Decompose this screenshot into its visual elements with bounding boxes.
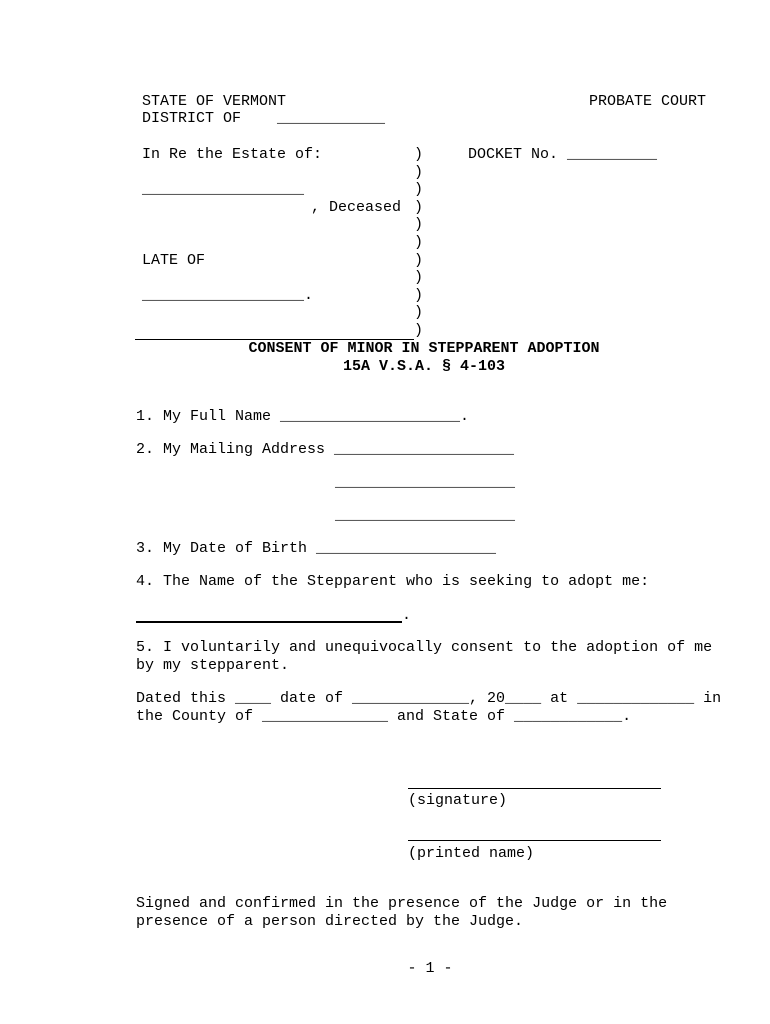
paren: ) — [414, 304, 424, 322]
stepparent-period: . — [402, 607, 412, 624]
paren: ) — [414, 163, 424, 181]
dated-line-2[interactable]: the County of ______________ and State of ____________. — [136, 708, 632, 725]
signature-line[interactable] — [408, 788, 661, 789]
paren: ) — [414, 146, 424, 163]
printed-name-label: (printed name) — [408, 845, 535, 862]
mailing-address-line-2[interactable]: ____________________ — [335, 474, 516, 491]
dated-line-1[interactable]: Dated this ____ date of _____________, 20____ at _____________ in — [136, 690, 722, 707]
docket-field[interactable]: DOCKET No. __________ — [468, 146, 658, 163]
mailing-address-line-3[interactable]: ____________________ — [335, 507, 516, 524]
confirmation-line-1: Signed and confirmed in the presence of the Judge or in the — [136, 895, 668, 912]
deceased-label: , Deceased — [311, 199, 402, 216]
court-label: PROBATE COURT — [589, 93, 707, 110]
paren: ) — [414, 251, 424, 269]
district-field[interactable]: DISTRICT OF ____________ — [142, 110, 386, 127]
full-name-field[interactable]: 1. My Full Name ____________________. — [136, 408, 470, 425]
printed-name-line[interactable] — [408, 840, 661, 841]
date-of-birth-field[interactable]: 3. My Date of Birth ____________________ — [136, 540, 497, 557]
paren: ) — [414, 234, 424, 251]
consent-statement-line-1: 5. I voluntarily and unequivocally consent to the adoption of me — [136, 639, 713, 656]
late-of-field[interactable]: __________________. — [142, 287, 314, 304]
decedent-name-field[interactable]: __________________ — [142, 181, 305, 198]
paren: ) — [414, 286, 424, 304]
confirmation-line-2: presence of a person directed by the Judge. — [136, 913, 524, 930]
document-title: CONSENT OF MINOR IN STEPPARENT ADOPTION — [248, 340, 600, 357]
signature-label: (signature) — [408, 792, 508, 809]
paren: ) — [414, 198, 424, 216]
paren: ) — [414, 322, 424, 339]
statute-citation: 15A V.S.A. § 4-103 — [342, 358, 506, 375]
stepparent-name-field[interactable] — [136, 621, 402, 623]
paren: ) — [414, 269, 424, 287]
mailing-address-field[interactable]: 2. My Mailing Address ____________________ — [136, 441, 515, 458]
consent-statement-line-2: by my stepparent. — [136, 657, 290, 674]
paren: ) — [414, 181, 424, 199]
paren: ) — [414, 216, 424, 234]
in-re-label: In Re the Estate of: — [142, 146, 323, 163]
stepparent-prompt: 4. The Name of the Stepparent who is seeking to adopt me: — [136, 573, 650, 590]
late-of-label: LATE OF — [142, 252, 206, 269]
state-label: STATE OF VERMONT — [142, 93, 287, 110]
page-number: - 1 - — [407, 960, 453, 977]
